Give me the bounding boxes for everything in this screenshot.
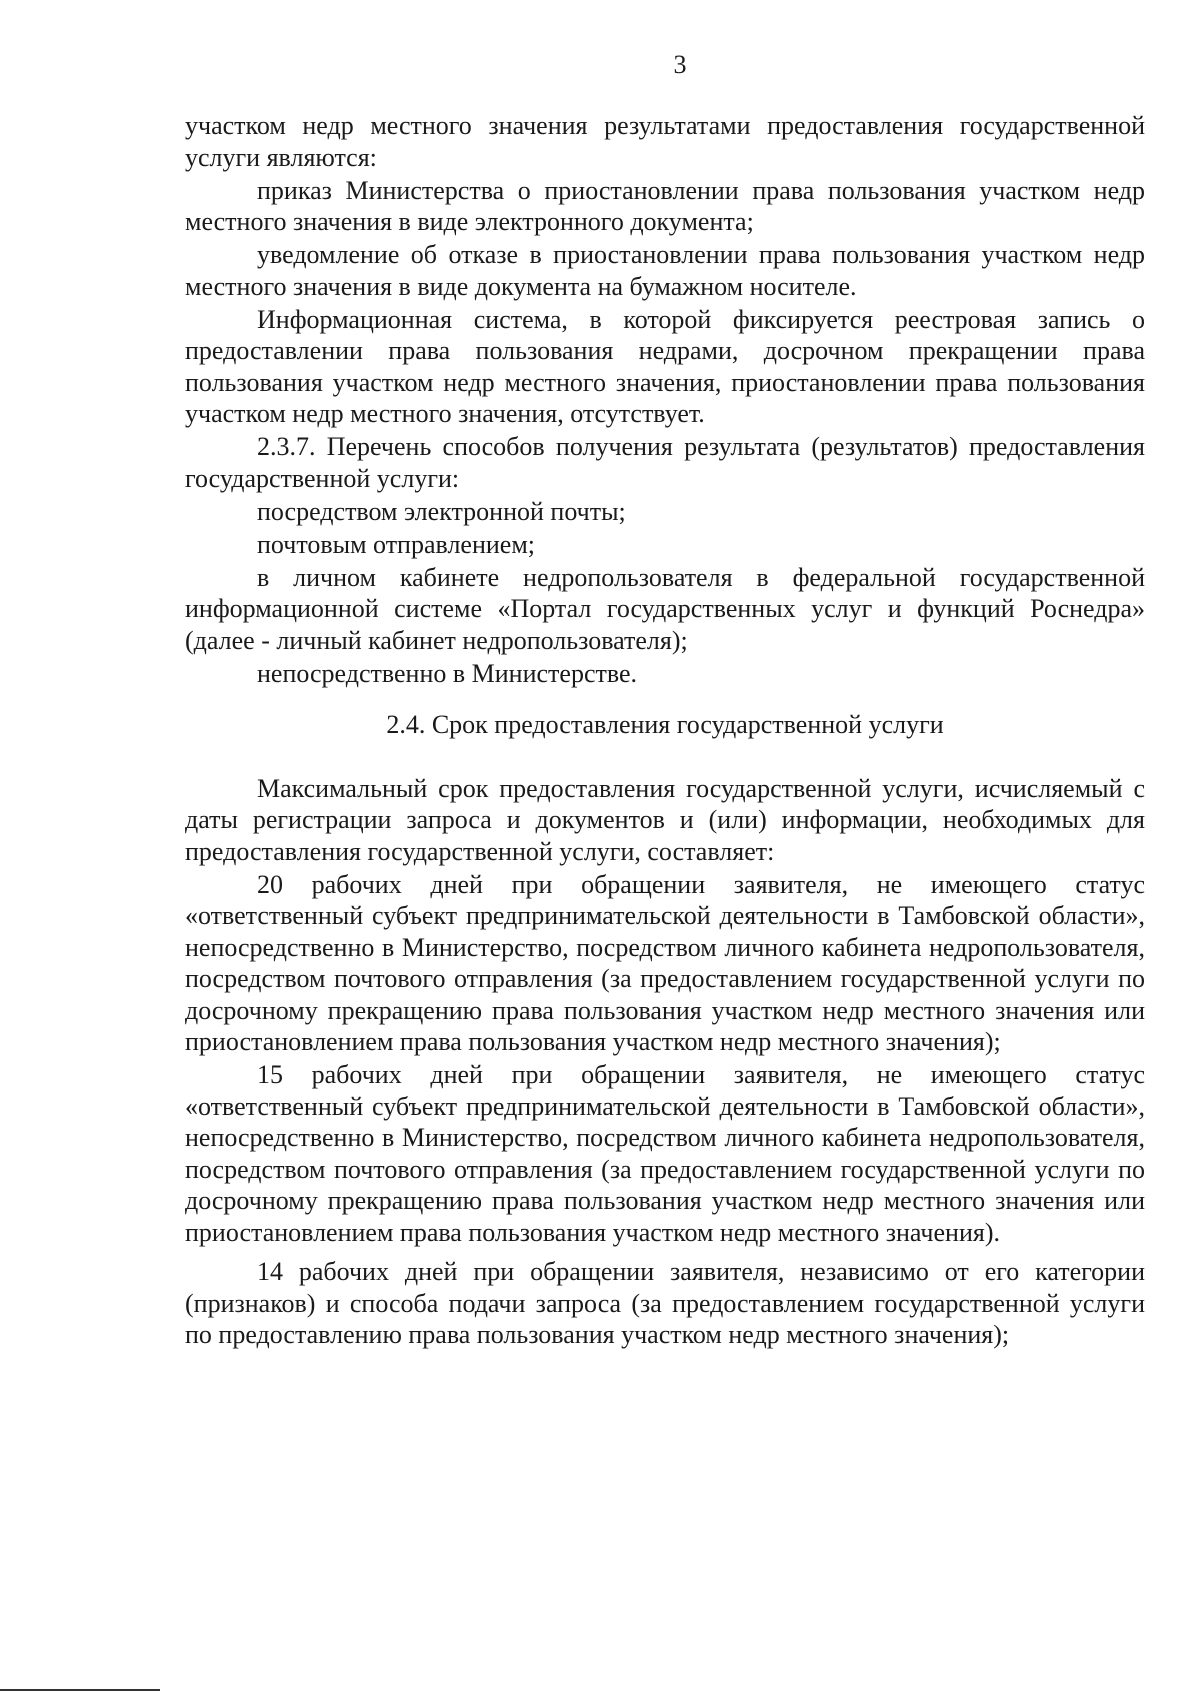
paragraph: в личном кабинете недропользователя в федеральной государственной информационной системе «Портал государственных услуг и функций Роснедра» (далее - личный кабинет недропользователя);: [185, 562, 1145, 655]
paragraph: 2.3.7. Перечень способов получения результата (результатов) предоставления государственной услуги:: [185, 432, 1145, 493]
paragraph: 15 рабочих дней при обращении заявителя, не имеющего статус «ответственный субъект предпринимательской деятельности в Тамбовской области», непосредственно в Министерство, посредством личного кабинета недропользователя, посредством почтового отправления (за предоставлением государственной услуги по досрочному прекращению права пользования участком недр местного значения или приостановлением права пользования участком недр местного значения).: [185, 1060, 1145, 1247]
page-number: 3: [673, 50, 687, 79]
paragraph: посредством электронной почты;: [257, 496, 626, 526]
paragraph: 20 рабочих дней при обращении заявителя, не имеющего статус «ответственный субъект предпринимательской деятельности в Тамбовской области», непосредственно в Министерство, посредством личного кабинета недропользователя, посредством почтового отправления (за предоставлением государственной услуги по досрочному прекращению права пользования участком недр местного значения или приостановлением права пользования участком недр местного значения);: [185, 869, 1145, 1056]
paragraph: Информационная система, в которой фиксируется реестровая запись о предоставлении права пользования недрами, досрочном прекращении права пользования участком недр местного значения, приостановлении права пользования участком недр местного значения, отсутствует.: [185, 304, 1145, 428]
paragraph: участком недр местного значения результатами предоставления государственной услуги являются:: [185, 111, 1145, 172]
section-heading: 2.4. Срок предоставления государственной услуги: [386, 710, 944, 739]
paragraph: непосредственно в Министерстве.: [257, 658, 638, 688]
paragraph: Максимальный срок предоставления государственной услуги, исчисляемый с даты регистрации запроса и документов и (или) информации, необходимых для предоставления государственной услуги, составляет:: [185, 773, 1145, 866]
paragraph: почтовым отправлением;: [257, 529, 536, 559]
paragraph: 14 рабочих дней при обращении заявителя, независимо от его категории (признаков) и способа подачи запроса (за предоставлением государственной услуги по предоставлению права пользования участком недр местного значения);: [185, 1257, 1145, 1349]
paragraph: уведомление об отказе в приостановлении права пользования участком недр местного значения в виде документа на бумажном носителе.: [185, 240, 1145, 301]
scan-edge-line: [0, 1689, 160, 1691]
document-body: [185, 110, 1145, 1352]
paragraph: приказ Министерства о приостановлении права пользования участком недр местного значения в виде электронного документа;: [185, 175, 1145, 236]
